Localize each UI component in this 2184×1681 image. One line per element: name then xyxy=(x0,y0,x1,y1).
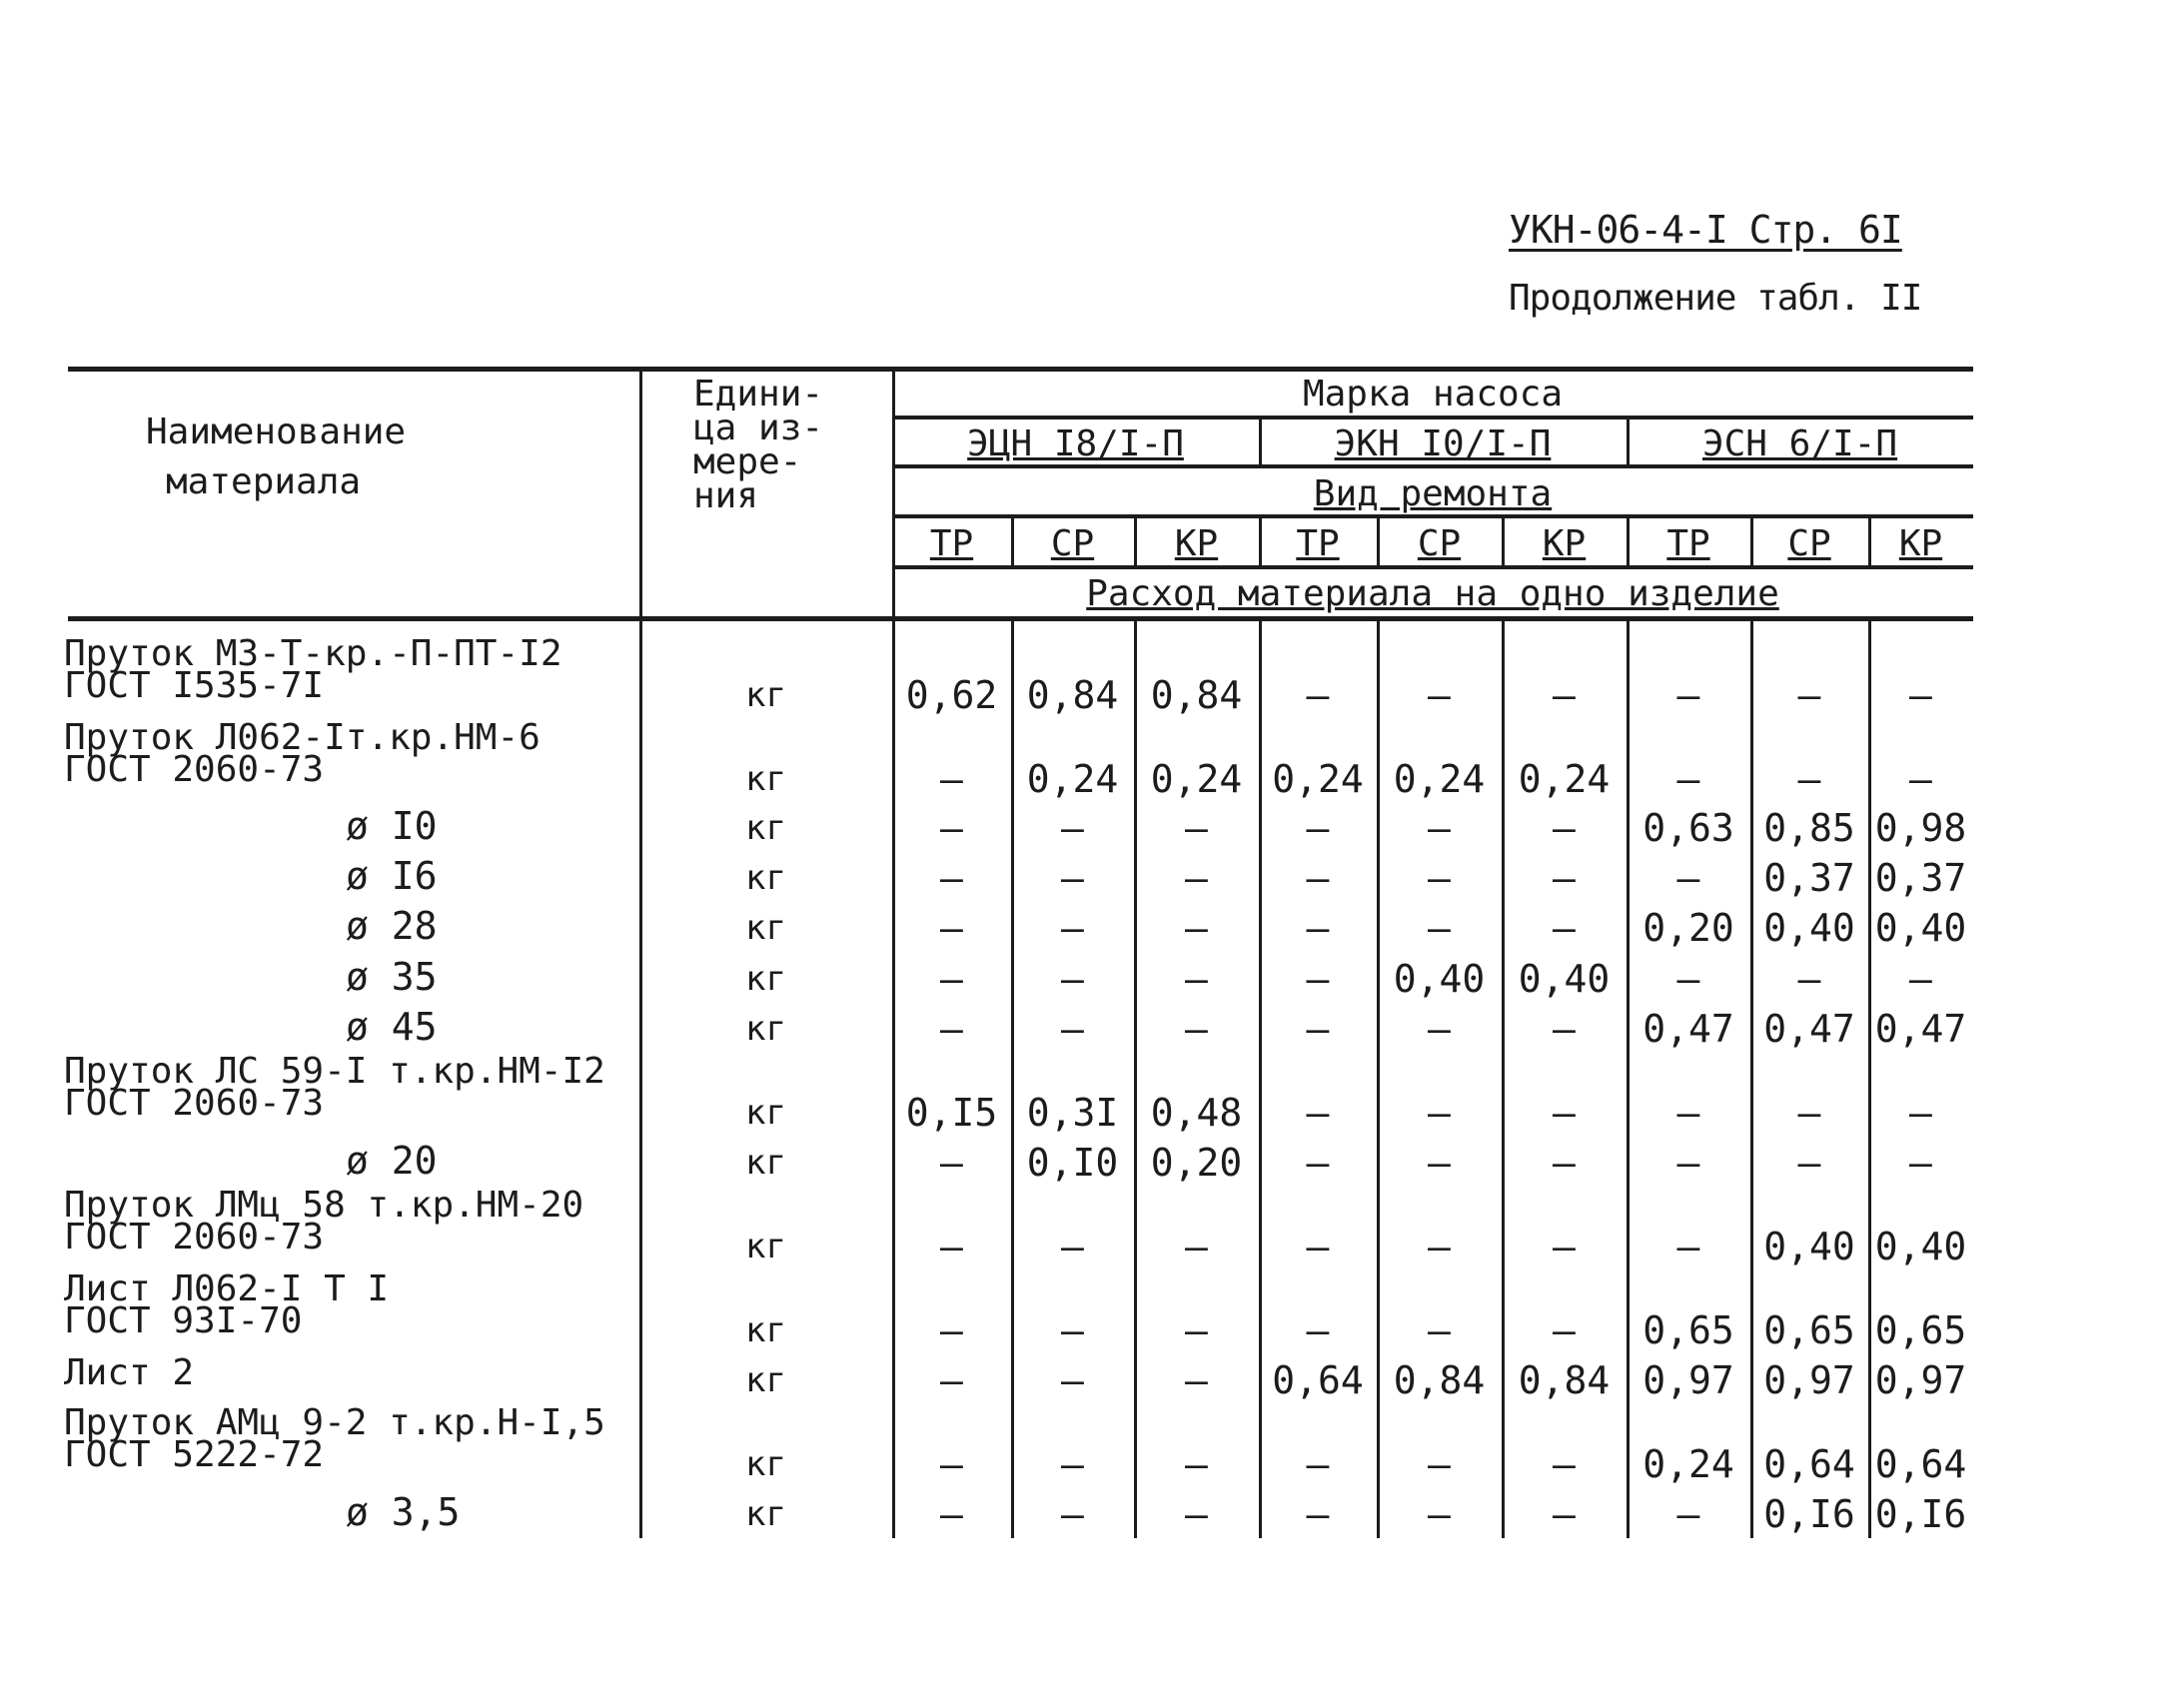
repair-code-header: СР xyxy=(1787,523,1831,564)
value-cell: 0,64 xyxy=(1874,1442,1967,1486)
unit-cell: кг xyxy=(745,759,786,799)
repair-code-header: ТР xyxy=(1296,523,1340,564)
value-cell: 0,I0 xyxy=(1026,1141,1119,1185)
unit-column-header: ца из- xyxy=(693,408,824,448)
value-cell: – xyxy=(940,957,963,1001)
material-name: Пруток ЛС 59-I т.кр.НМ-I2 xyxy=(64,1051,605,1092)
unit-cell: кг xyxy=(745,1143,786,1183)
column-divider xyxy=(1011,616,1014,1538)
value-cell: – xyxy=(1185,1492,1208,1536)
pump-model-header: ЭСН 6/I-П xyxy=(1701,423,1898,464)
value-cell: 0,64 xyxy=(1763,1442,1855,1486)
material-name: Пруток МЗ-Т-кр.-П-ПТ-I2 xyxy=(64,633,562,674)
value-cell: – xyxy=(1797,757,1821,801)
value-cell: – xyxy=(1428,806,1451,850)
value-cell: 0,47 xyxy=(1874,1007,1967,1051)
material-standard: ГОСТ I535-7I xyxy=(64,665,325,706)
material-name: Лист 2 xyxy=(64,1352,195,1393)
value-cell: 0,37 xyxy=(1874,856,1967,900)
value-cell: – xyxy=(940,1225,963,1268)
value-cell: – xyxy=(1553,1442,1576,1486)
value-cell: 0,84 xyxy=(1026,673,1119,717)
value-cell: 0,65 xyxy=(1763,1308,1855,1352)
value-cell: – xyxy=(1185,806,1208,850)
value-cell: 0,98 xyxy=(1874,806,1967,850)
material-diameter: ø 45 xyxy=(346,1005,438,1049)
value-cell: – xyxy=(1428,1225,1451,1268)
table-rule xyxy=(892,514,1973,518)
value-cell: – xyxy=(940,1492,963,1536)
material-diameter: ø 3,5 xyxy=(346,1490,461,1534)
value-cell: 0,65 xyxy=(1874,1308,1967,1352)
table-rule xyxy=(892,416,1973,420)
value-cell: – xyxy=(1553,673,1576,717)
value-cell: – xyxy=(1428,673,1451,717)
value-cell: – xyxy=(1553,906,1576,950)
unit-cell: кг xyxy=(745,808,786,848)
value-cell: 0,24 xyxy=(1150,757,1243,801)
value-cell: – xyxy=(1553,806,1576,850)
column-divider xyxy=(1868,616,1871,1538)
value-cell: – xyxy=(1797,957,1821,1001)
value-cell: – xyxy=(1909,957,1932,1001)
value-cell: – xyxy=(1428,1091,1451,1135)
value-cell: 0,47 xyxy=(1763,1007,1855,1051)
value-cell: 0,40 xyxy=(1518,957,1611,1001)
repair-type-header: Вид ремонта xyxy=(1313,473,1553,514)
value-cell: – xyxy=(1306,1442,1330,1486)
material-diameter: ø 20 xyxy=(346,1139,438,1183)
pump-model-header: ЭКН I0/I-П xyxy=(1334,423,1552,464)
material-standard: ГОСТ 93I-70 xyxy=(64,1300,303,1341)
value-cell: 0,20 xyxy=(1150,1141,1243,1185)
repair-code-header: СР xyxy=(1050,523,1095,564)
value-cell: – xyxy=(940,806,963,850)
value-cell: – xyxy=(1676,757,1700,801)
table-rule xyxy=(892,565,1973,569)
value-cell: – xyxy=(940,757,963,801)
value-cell: – xyxy=(1061,1492,1084,1536)
value-cell: – xyxy=(1185,1225,1208,1268)
value-cell: 0,24 xyxy=(1642,1442,1734,1486)
value-cell: – xyxy=(1676,1091,1700,1135)
unit-column-header: мере- xyxy=(693,441,802,482)
column-divider xyxy=(1377,616,1380,1538)
value-cell: 0,84 xyxy=(1150,673,1243,717)
unit-cell: кг xyxy=(745,1360,786,1400)
value-cell: – xyxy=(940,1358,963,1402)
material-standard: ГОСТ 5222-72 xyxy=(64,1434,325,1475)
unit-column-header: ния xyxy=(693,475,759,516)
value-cell: – xyxy=(1553,1141,1576,1185)
value-cell: – xyxy=(1676,1492,1700,1536)
value-cell: – xyxy=(1061,1308,1084,1352)
value-cell: – xyxy=(1797,673,1821,717)
value-cell: 0,I5 xyxy=(905,1091,998,1135)
value-cell: 0,40 xyxy=(1874,906,1967,950)
value-cell: – xyxy=(1061,856,1084,900)
value-cell: – xyxy=(1061,957,1084,1001)
value-cell: – xyxy=(1553,1225,1576,1268)
value-cell: – xyxy=(1306,1007,1330,1051)
material-diameter: ø I6 xyxy=(346,854,438,898)
column-divider xyxy=(1259,616,1262,1538)
value-cell: – xyxy=(1306,957,1330,1001)
value-cell: 0,24 xyxy=(1518,757,1611,801)
value-cell: 0,97 xyxy=(1763,1358,1855,1402)
value-cell: 0,97 xyxy=(1874,1358,1967,1402)
value-cell: – xyxy=(1553,1091,1576,1135)
value-cell: 0,40 xyxy=(1874,1225,1967,1268)
value-cell: – xyxy=(1676,957,1700,1001)
value-cell: – xyxy=(1306,1308,1330,1352)
table-rule xyxy=(892,464,1973,468)
value-cell: – xyxy=(1797,1091,1821,1135)
value-cell: – xyxy=(1185,1308,1208,1352)
material-name: Пруток Л062-Iт.кр.НМ-6 xyxy=(64,717,541,758)
unit-cell: кг xyxy=(745,1494,786,1534)
value-cell: – xyxy=(940,1007,963,1051)
value-cell: – xyxy=(1428,1141,1451,1185)
value-cell: – xyxy=(1428,906,1451,950)
repair-code-header: КР xyxy=(1174,523,1219,564)
value-cell: – xyxy=(1061,1225,1084,1268)
unit-cell: кг xyxy=(745,1009,786,1049)
document-reference: УКН-06-4-I Стр. 6I xyxy=(1509,208,1902,252)
value-cell: – xyxy=(1185,906,1208,950)
value-cell: 0,63 xyxy=(1642,806,1734,850)
material-standard: ГОСТ 2060-73 xyxy=(64,749,325,790)
column-divider xyxy=(1502,616,1505,1538)
value-cell: – xyxy=(1676,673,1700,717)
value-cell: – xyxy=(1061,1358,1084,1402)
value-cell: – xyxy=(1185,1358,1208,1402)
repair-code-header: КР xyxy=(1898,523,1943,564)
unit-cell: кг xyxy=(745,1444,786,1484)
value-cell: – xyxy=(940,1141,963,1185)
unit-cell: кг xyxy=(745,675,786,715)
value-cell: – xyxy=(1676,856,1700,900)
value-cell: 0,I6 xyxy=(1874,1492,1967,1536)
material-name: Лист Л062-I Т I xyxy=(64,1268,390,1309)
pump-brand-header: Марка насоса xyxy=(1302,374,1564,415)
material-column-header: Наименование xyxy=(146,412,407,452)
unit-cell: кг xyxy=(745,1093,786,1133)
unit-cell: кг xyxy=(745,1310,786,1350)
value-cell: – xyxy=(1428,856,1451,900)
value-cell: – xyxy=(1428,1492,1451,1536)
material-standard: ГОСТ 2060-73 xyxy=(64,1217,325,1258)
value-cell: 0,24 xyxy=(1272,757,1364,801)
value-cell: 0,I6 xyxy=(1763,1492,1855,1536)
value-cell: 0,40 xyxy=(1763,906,1855,950)
value-cell: – xyxy=(940,856,963,900)
value-cell: 0,20 xyxy=(1642,906,1734,950)
value-cell: – xyxy=(1185,1442,1208,1486)
value-cell: – xyxy=(1428,1007,1451,1051)
value-cell: 0,24 xyxy=(1026,757,1119,801)
table-rule xyxy=(68,616,1973,621)
value-cell: – xyxy=(1909,757,1932,801)
column-divider xyxy=(1134,616,1137,1538)
value-cell: – xyxy=(1909,1141,1932,1185)
value-cell: – xyxy=(1306,1091,1330,1135)
value-cell: 0,37 xyxy=(1763,856,1855,900)
material-diameter: ø 28 xyxy=(346,904,438,948)
value-cell: 0,47 xyxy=(1642,1007,1734,1051)
value-cell: – xyxy=(1185,957,1208,1001)
column-divider xyxy=(1627,616,1630,1538)
value-cell: – xyxy=(1061,906,1084,950)
consumption-header: Расход материала на одно изделие xyxy=(1086,573,1779,614)
unit-cell: кг xyxy=(745,1227,786,1266)
table-continuation-label: Продолжение табл. II xyxy=(1509,278,1922,319)
value-cell: – xyxy=(1306,673,1330,717)
value-cell: – xyxy=(940,1442,963,1486)
value-cell: 0,97 xyxy=(1642,1358,1734,1402)
unit-cell: кг xyxy=(745,858,786,898)
value-cell: – xyxy=(1306,1225,1330,1268)
column-divider xyxy=(1750,616,1753,1538)
value-cell: – xyxy=(1553,1492,1576,1536)
repair-code-header: ТР xyxy=(929,523,974,564)
repair-code-header: КР xyxy=(1542,523,1587,564)
pump-model-header: ЭЦН I8/I-П xyxy=(967,423,1184,464)
table-rule xyxy=(68,367,1973,372)
value-cell: – xyxy=(1306,856,1330,900)
material-diameter: ø I0 xyxy=(346,804,438,848)
value-cell: – xyxy=(1306,806,1330,850)
value-cell: – xyxy=(1061,806,1084,850)
value-cell: – xyxy=(1428,1308,1451,1352)
unit-column-header: Едини- xyxy=(693,374,824,415)
value-cell: – xyxy=(1676,1225,1700,1268)
value-cell: – xyxy=(1553,1007,1576,1051)
value-cell: – xyxy=(1553,1308,1576,1352)
value-cell: 0,85 xyxy=(1763,806,1855,850)
value-cell: – xyxy=(1553,856,1576,900)
value-cell: 0,40 xyxy=(1763,1225,1855,1268)
value-cell: 0,65 xyxy=(1642,1308,1734,1352)
material-column-header: материала xyxy=(166,461,362,502)
value-cell: – xyxy=(1061,1442,1084,1486)
value-cell: – xyxy=(1306,906,1330,950)
material-name: Пруток АМц 9-2 т.кр.Н-I,5 xyxy=(64,1402,605,1443)
value-cell: – xyxy=(1185,856,1208,900)
value-cell: – xyxy=(1428,1442,1451,1486)
material-diameter: ø 35 xyxy=(346,955,438,999)
value-cell: – xyxy=(1797,1141,1821,1185)
value-cell: – xyxy=(940,906,963,950)
unit-cell: кг xyxy=(745,908,786,948)
value-cell: 0,24 xyxy=(1393,757,1486,801)
value-cell: 0,84 xyxy=(1518,1358,1611,1402)
value-cell: – xyxy=(1306,1492,1330,1536)
repair-code-header: СР xyxy=(1417,523,1462,564)
value-cell: 0,40 xyxy=(1393,957,1486,1001)
value-cell: – xyxy=(1061,1007,1084,1051)
value-cell: – xyxy=(1185,1007,1208,1051)
material-name: Пруток ЛМц 58 т.кр.НМ-20 xyxy=(64,1185,584,1226)
value-cell: 0,64 xyxy=(1272,1358,1364,1402)
repair-code-header: ТР xyxy=(1666,523,1710,564)
value-cell: – xyxy=(1676,1141,1700,1185)
value-cell: – xyxy=(1909,1091,1932,1135)
value-cell: 0,84 xyxy=(1393,1358,1486,1402)
value-cell: – xyxy=(940,1308,963,1352)
value-cell: 0,62 xyxy=(905,673,998,717)
unit-cell: кг xyxy=(745,959,786,999)
value-cell: 0,48 xyxy=(1150,1091,1243,1135)
material-standard: ГОСТ 2060-73 xyxy=(64,1083,325,1124)
value-cell: – xyxy=(1306,1141,1330,1185)
value-cell: – xyxy=(1909,673,1932,717)
value-cell: 0,3I xyxy=(1026,1091,1119,1135)
